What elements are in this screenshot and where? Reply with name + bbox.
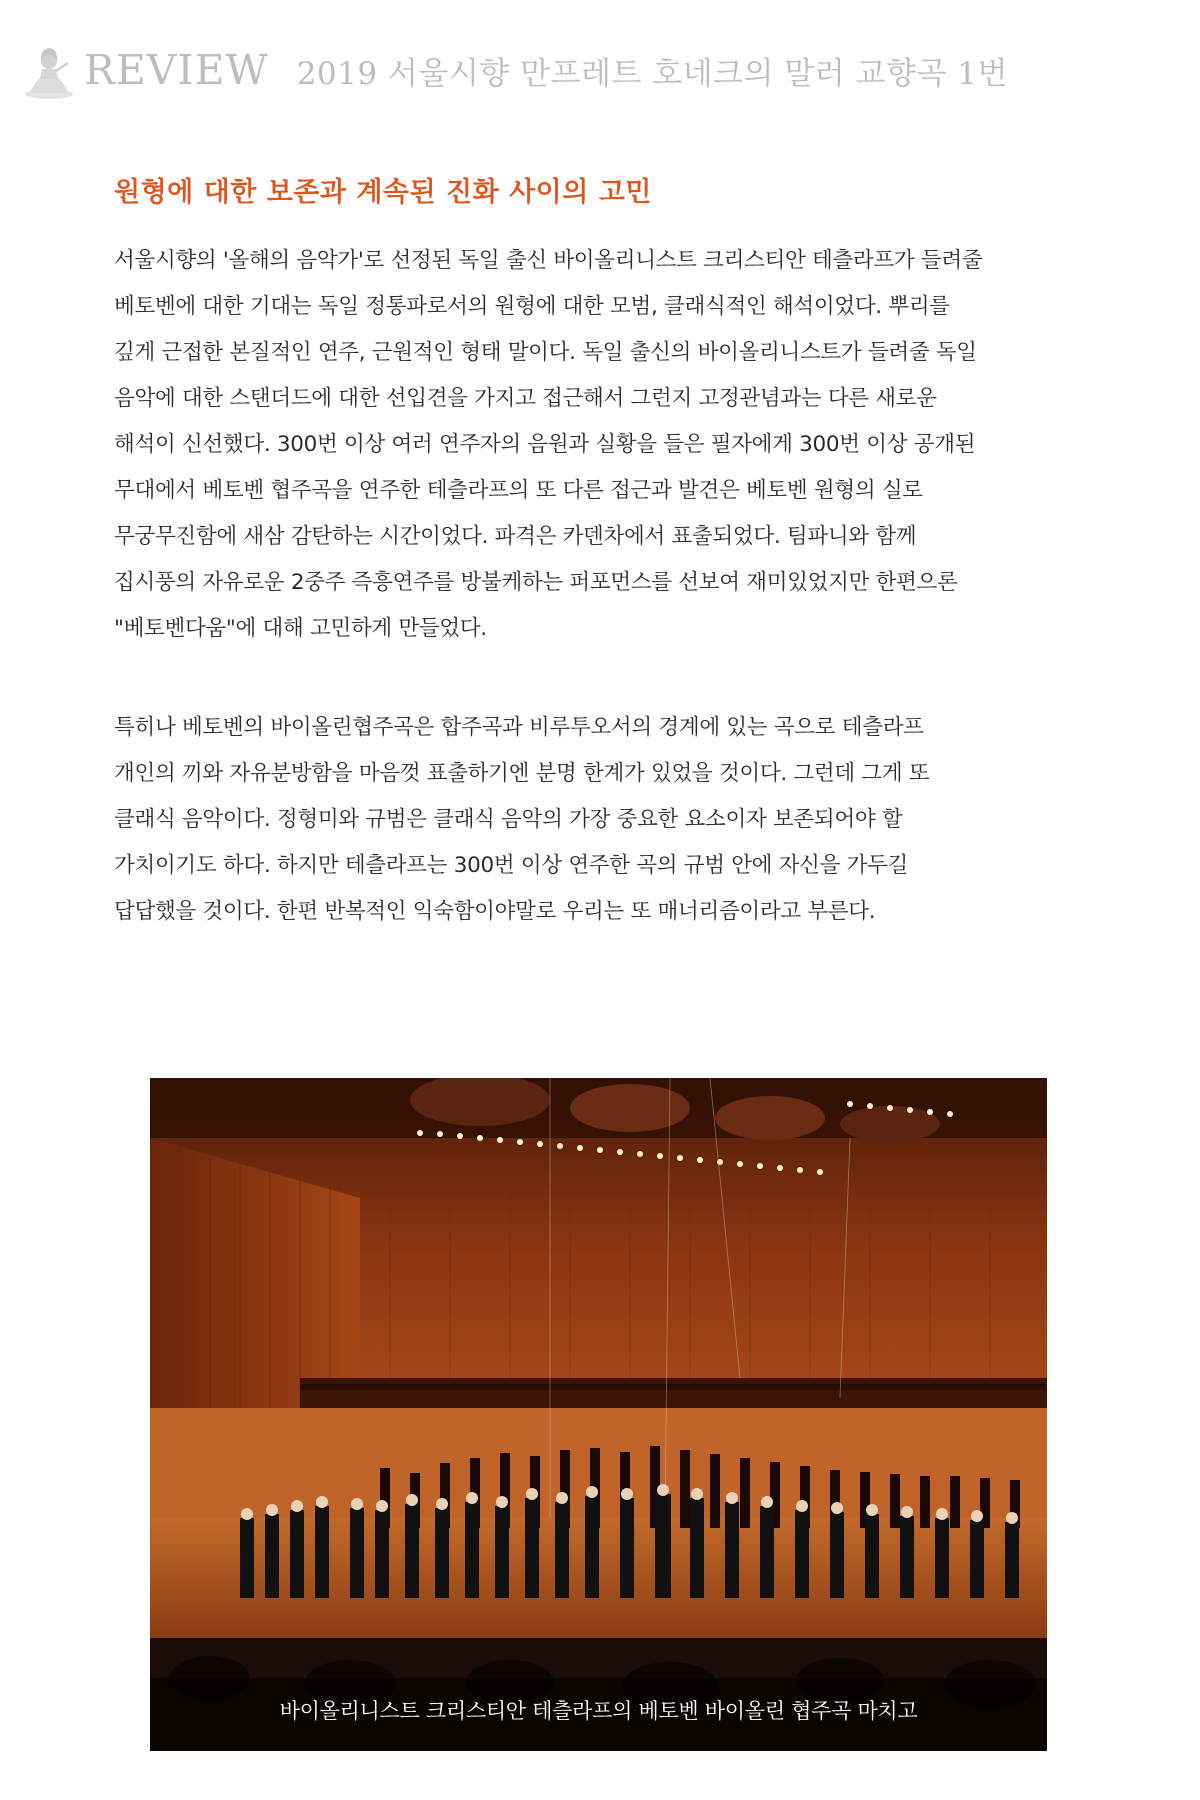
review-label: REVIEW (84, 46, 269, 94)
paragraph-line: "베토벤다움"에 대해 고민하게 만들었다. (114, 616, 487, 641)
paragraph-line: 무궁무진함에 새삼 감탄하는 시간이었다. 파격은 카덴차에서 표출되었다. 팀파니와 함께 (114, 524, 917, 549)
paragraph-line: 깊게 근접한 본질적인 연주, 근원적인 형태 말이다. 독일 출신의 바이올리니스트가 들려줄 독일 (114, 340, 977, 365)
photo-caption: 바이올리니스트 크리스티안 테츨라프의 베토벤 바이올린 협주곡 마치고 (279, 1699, 918, 1723)
page-title: 2019 서울시향 만프레트 호네크의 말러 교향곡 1번 (296, 55, 1008, 92)
paragraph-line: 집시풍의 자유로운 2중주 즉흥연주를 방불케하는 퍼포먼스를 선보여 재미있었지만 한편으론 (114, 570, 958, 595)
paragraph-1 (114, 238, 1144, 652)
conductor-statue-icon (18, 39, 80, 101)
paragraph-2 (114, 705, 1144, 935)
concert-hall-illustration (150, 1078, 1047, 1751)
paragraph-line: 베토벤에 대한 기대는 독일 정통파로서의 원형에 대한 모범, 클래식적인 해석이었다. 뿌리를 (114, 294, 950, 319)
section-heading: 원형에 대한 보존과 계속된 진화 사이의 고민 (114, 177, 652, 208)
review-header (18, 40, 1008, 100)
paragraph-line: 음악에 대한 스탠더드에 대한 선입견을 가지고 접근해서 그런지 고정관념과는 다른 새로운 (114, 386, 937, 411)
concert-photo (150, 1078, 1047, 1751)
paragraph-line: 개인의 끼와 자유분방함을 마음껏 표출하기엔 분명 한계가 있었을 것이다. 그런데 그게 또 (114, 761, 930, 786)
paragraph-line: 클래식 음악이다. 정형미와 규범은 클래식 음악의 가장 중요한 요소이자 보존되어야 할 (114, 807, 903, 832)
paragraph-line: 서울시향의 '올해의 음악가'로 선정된 독일 출신 바이올리니스트 크리스티안 테츨라프가 들려줄 (114, 248, 983, 273)
paragraph-line: 해석이 신선했다. 300번 이상 여러 연주자의 음원과 실황을 들은 필자에게 300번 이상 공개된 (114, 432, 976, 457)
paragraph-line: 특히나 베토벤의 바이올린협주곡은 합주곡과 비루투오서의 경계에 있는 곡으로 테츨라프 (114, 715, 924, 740)
paragraph-line: 가치이기도 하다. 하지만 테츨라프는 300번 이상 연주한 곡의 규범 안에 자신을 가두길 (114, 853, 909, 878)
paragraph-line: 답답했을 것이다. 한편 반복적인 익숙함이야말로 우리는 또 매너리즘이라고 부른다. (114, 899, 876, 924)
paragraph-line: 무대에서 베토벤 협주곡을 연주한 테츨라프의 또 다른 접근과 발견은 베토벤 원형의 실로 (114, 478, 923, 503)
